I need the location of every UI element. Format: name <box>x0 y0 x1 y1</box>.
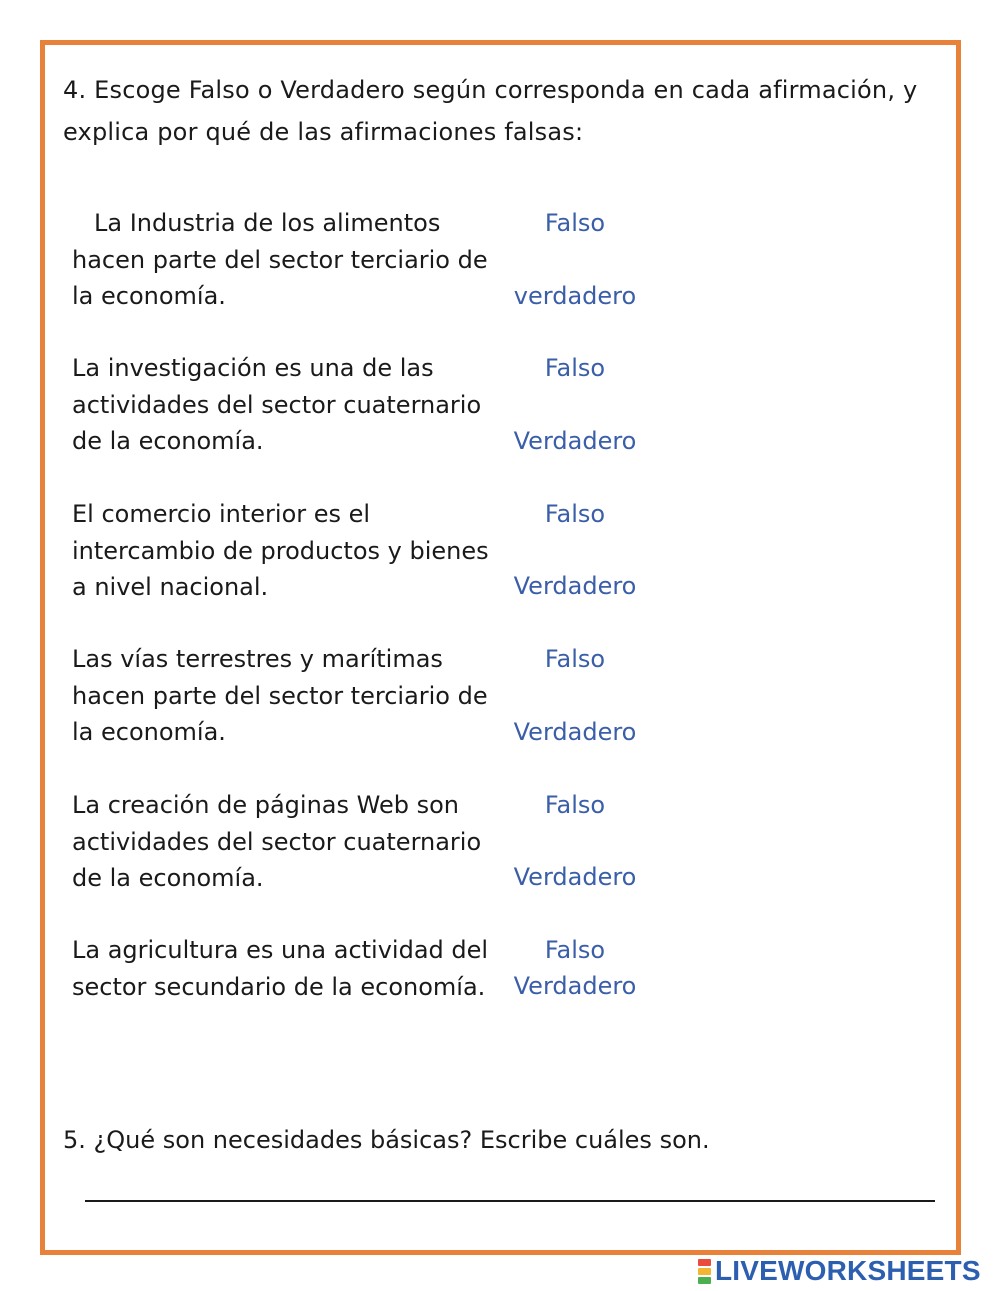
question-4-title: 4. Escoge Falso o Verdadero según corresponda en cada afirmación, y explica por qué de las afirmaciones falsas: <box>63 76 918 146</box>
option-verdadero-3[interactable]: Verdadero <box>513 572 637 600</box>
logo-mark-bar <box>698 1268 711 1275</box>
logo-mark-icon <box>698 1258 711 1285</box>
statement-1: La Industria de los alimentos hacen parte del sector terciario de la economía. <box>72 209 488 310</box>
worksheet-frame <box>40 40 961 1255</box>
option-falso-5[interactable]: Falso <box>544 791 606 819</box>
logo-mark-bar <box>698 1259 711 1266</box>
statement-4: Las vías terrestres y marítimas hacen parte del sector terciario de la economía. <box>72 645 488 746</box>
option-falso-6[interactable]: Falso <box>544 936 606 964</box>
answer-line[interactable] <box>85 1200 935 1202</box>
statement-3: El comercio interior es el intercambio de productos y bienes a nivel nacional. <box>72 500 489 601</box>
option-verdadero-5[interactable]: Verdadero <box>513 863 637 891</box>
brand-name: LIVEWORKSHEETS <box>715 1255 981 1286</box>
option-verdadero-6[interactable]: Verdadero <box>513 972 637 1000</box>
statement-5: La creación de páginas Web son actividades del sector cuaternario de la economía. <box>72 791 482 892</box>
question-5-title: 5. ¿Qué son necesidades básicas? Escribe cuáles son. <box>63 1126 710 1154</box>
statement-6: La agricultura es una actividad del sector secundario de la economía. <box>72 936 489 1001</box>
liveworksheets-logo <box>698 1256 981 1286</box>
option-falso-1[interactable]: Falso <box>544 209 606 237</box>
option-falso-2[interactable]: Falso <box>544 354 606 382</box>
logo-mark-bar <box>698 1277 711 1284</box>
option-verdadero-1[interactable]: verdadero <box>513 282 637 310</box>
option-falso-3[interactable]: Falso <box>544 500 606 528</box>
statement-2: La investigación es una de las actividades del sector cuaternario de la economía. <box>72 354 482 455</box>
option-verdadero-2[interactable]: Verdadero <box>513 427 637 455</box>
option-falso-4[interactable]: Falso <box>544 645 606 673</box>
option-verdadero-4[interactable]: Verdadero <box>513 718 637 746</box>
